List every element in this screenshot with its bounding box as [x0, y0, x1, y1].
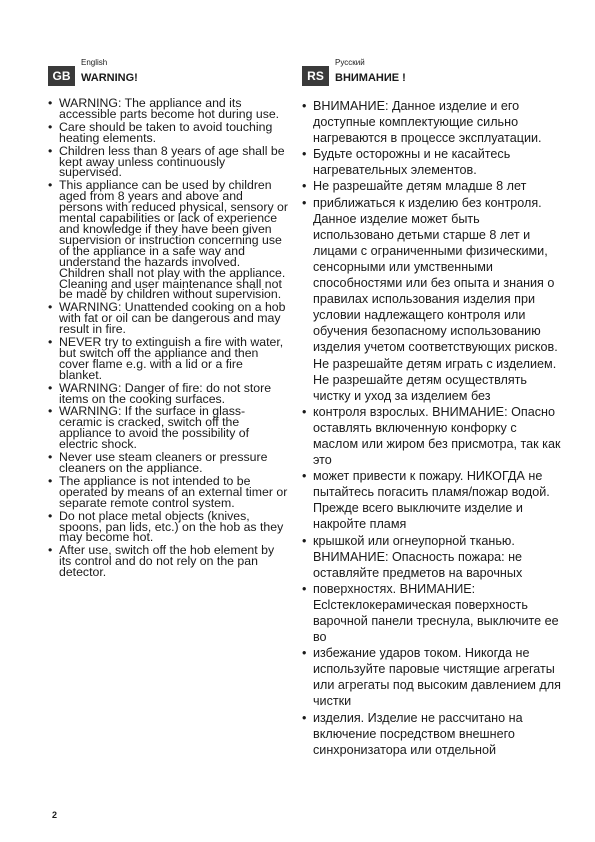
warning-item: • WARNING: Unattended cooking on a hob with fat or oil can be dangerous and may result in fire. [48, 302, 288, 335]
warning-item: • может привести к пожару. НИКОГДА не пытайтесь погасить пламя/пожар водой. Прежде всего выключите изделие и накройте пламя [302, 468, 564, 532]
warning-item: • приближаться к изделию без контроля. Данное изделие может быть использовано детьми старше 8 лет и лицами с ограниченными физическими, сенсорными или умственными способностями или без опыта и знания о правилах использования изделия при условии надлежащего контроля или обучения безопасному использованию изделия учетом соответствующих рисков. Не разрешайте детям играть с изделием. Не разрешайте детям осуществлять чистку и уход за изделием без [302, 195, 564, 404]
warning-item: • крышкой или огнеупорной тканью. ВНИМАНИЕ: Опасность пожара: не оставляйте предметов на варочных [302, 533, 564, 581]
warning-item: • поверхностях. ВНИМАНИЕ: Есlстеклокерамическая поверхность варочной панели треснула, выключите ее во [302, 581, 564, 645]
warning-item: • Never use steam cleaners or pressure cleaners on the appliance. [48, 452, 288, 474]
warning-item: • контроля взрослых. ВНИМАНИЕ: Опасно оставлять включенную конфорку с маслом или жиром без присмотра, так как это [302, 404, 564, 468]
language-badge-gb: GB [48, 66, 75, 86]
russian-header [302, 58, 564, 86]
warning-item: • ВНИМАНИЕ: Данное изделие и его доступные комплектующие сильно нагреваются в процессе эксплуатации. [302, 98, 564, 146]
warning-title: WARNING! [81, 72, 138, 84]
warning-item: • изделия. Изделие не рассчитано на включение посредством внешнего синхронизатора или отдельной [302, 710, 564, 758]
warning-item: • Не разрешайте детям младше 8 лет [302, 178, 564, 194]
page-number: 2 [52, 810, 58, 820]
language-label: English [81, 58, 108, 67]
warning-item: • After use, switch off the hob element by its control and do not rely on the pan detector. [48, 545, 288, 578]
english-column [48, 58, 288, 580]
warning-item: • избежание ударов током. Никогда не используйте паровые чистящие агрегаты или агрегаты под высоким давлением для чистки [302, 645, 564, 709]
warning-item: • Children less than 8 years of age shall be kept away unless continuously supervised. [48, 146, 288, 179]
warning-item: • This appliance can be used by children aged from 8 years and above and persons with reduced physical, sensory or mental capabilities or lack of experience and knowledge if they have been given supervision or instruction concerning use of the appliance in a safe way and understand the hazards involved. Children shall not play with the appliance. Cleaning and user maintenance shall not be made by children without supervision. [48, 180, 288, 300]
warning-item: • Care should be taken to avoid touching heating elements. [48, 122, 288, 144]
language-badge-rs: RS [302, 66, 329, 86]
russian-column [302, 58, 564, 758]
warning-item: • WARNING: If the surface in glass-ceramic is cracked, switch off the appliance to avoid the possibility of electric shock. [48, 406, 288, 450]
warning-title: ВНИМАНИЕ ! [335, 72, 406, 84]
warning-item: • WARNING: Danger of fire: do not store items on the cooking surfaces. [48, 383, 288, 405]
english-header [48, 58, 288, 86]
warning-list [48, 98, 288, 578]
warning-item: • WARNING: The appliance and its accessible parts become hot during use. [48, 98, 288, 120]
warning-item: • NEVER try to extinguish a fire with water, but switch off the appliance and then cover flame e.g. with a lid or a fire blanket. [48, 337, 288, 381]
language-label: Русский [335, 58, 365, 67]
warning-list [302, 98, 564, 758]
warning-item: • Будьте осторожны и не касайтесь нагревательных элементов. [302, 146, 564, 178]
warning-item: • Do not place metal objects (knives, spoons, pan lids, etc.) on the hob as they may become hot. [48, 511, 288, 544]
warning-item: • The appliance is not intended to be operated by means of an external timer or separate remote control system. [48, 476, 288, 509]
